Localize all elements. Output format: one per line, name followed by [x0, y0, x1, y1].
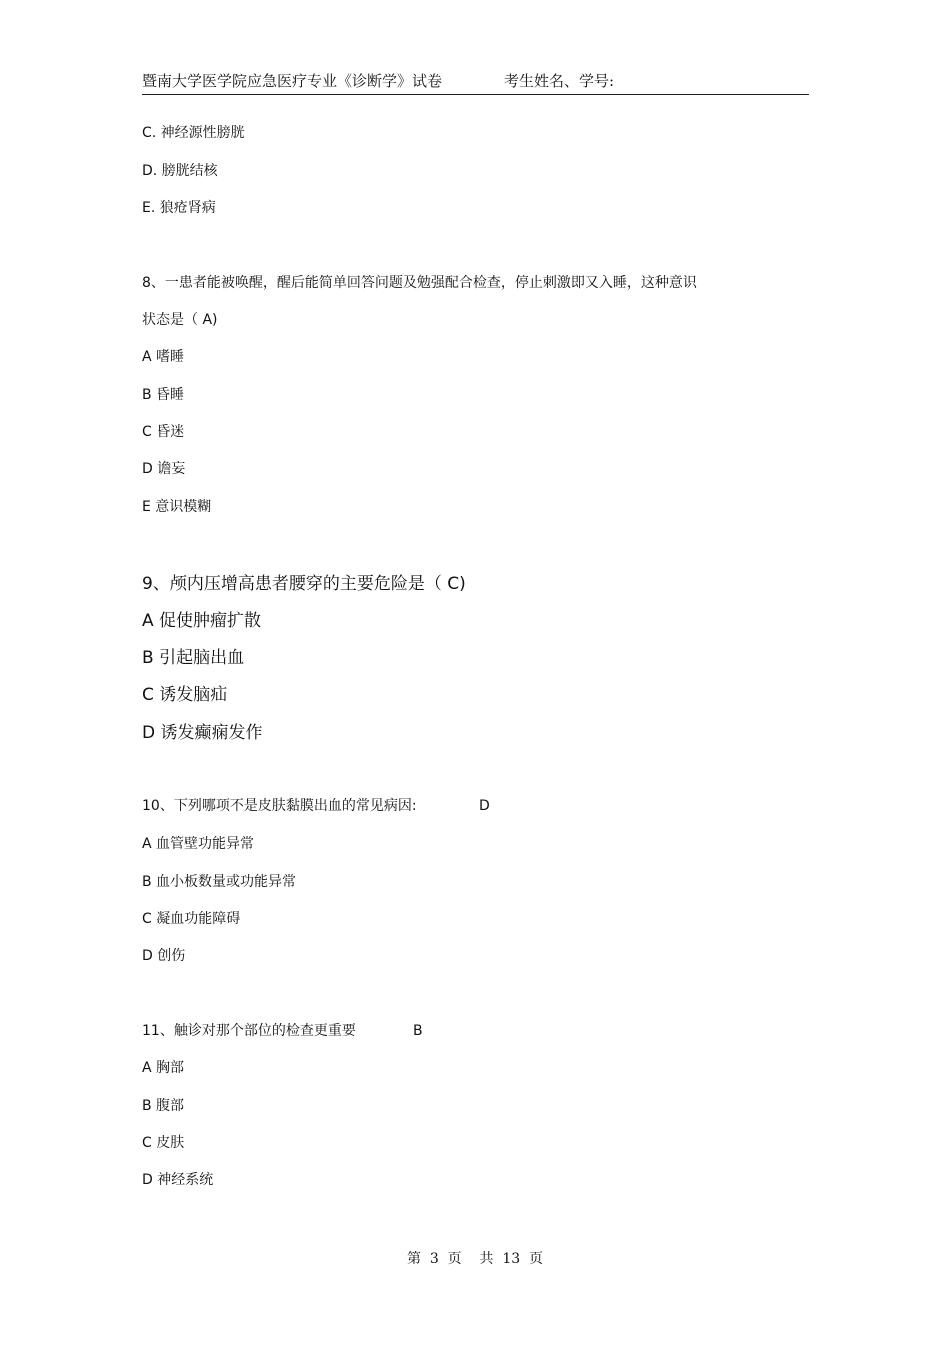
q9-stem: 9、颅内压增高患者腰穿的主要危险是（ C) [142, 574, 466, 594]
q8-option-c: C 昏迷 [142, 424, 185, 440]
q9-option-b: B 引起脑出血 [142, 648, 245, 668]
q10-option-d: D 创伤 [142, 948, 186, 964]
q11-option-b: B 腹部 [142, 1098, 185, 1114]
q9-option-c: C 诱发脑疝 [142, 685, 228, 705]
q11-option-d: D 神经系统 [142, 1172, 214, 1188]
q10-option-c: C 凝血功能障碍 [142, 911, 241, 927]
q8-stem-line1: 8、一患者能被唤醒，醒后能简单回答问题及勉强配合检查，停止刺激即又入睡，这种意识 [142, 275, 697, 291]
q8-option-d: D 谵妄 [142, 461, 186, 477]
q11-option-a: A 胸部 [142, 1060, 185, 1076]
q10-stem: 10、下列哪项不是皮肤黏膜出血的常见病因: [142, 798, 417, 814]
page-number: 第 3 页 共 13 页 [406, 1251, 544, 1267]
q10-answer: D [479, 798, 490, 814]
exam-header [142, 68, 809, 95]
q8-option-b: B 昏睡 [142, 387, 185, 403]
exam-title: 暨南大学医学院应急医疗专业《诊断学》试卷 [142, 72, 443, 90]
q10-option-a: A 血管壁功能异常 [142, 836, 255, 852]
q11-answer: B [413, 1023, 423, 1039]
q11-option-c: C 皮肤 [142, 1135, 185, 1151]
q8-option-e: E 意识模糊 [142, 499, 212, 515]
q8-stem-line2: 状态是（ A) [142, 312, 218, 328]
prev-option-c: C. 神经源性膀胱 [142, 125, 245, 141]
q10-option-b: B 血小板数量或功能异常 [142, 874, 297, 890]
q9-option-d: D 诱发癫痫发作 [142, 723, 263, 743]
prev-option-e: E. 狼疮肾病 [142, 200, 216, 216]
q9-option-a: A 促使肿瘤扩散 [142, 611, 262, 631]
prev-option-d: D. 膀胱结核 [142, 163, 218, 179]
student-name-id-field: 考生姓名、学号: [504, 72, 615, 90]
q8-option-a: A 嗜睡 [142, 349, 185, 365]
q11-stem: 11、触诊对那个部位的检查更重要 [142, 1023, 356, 1039]
